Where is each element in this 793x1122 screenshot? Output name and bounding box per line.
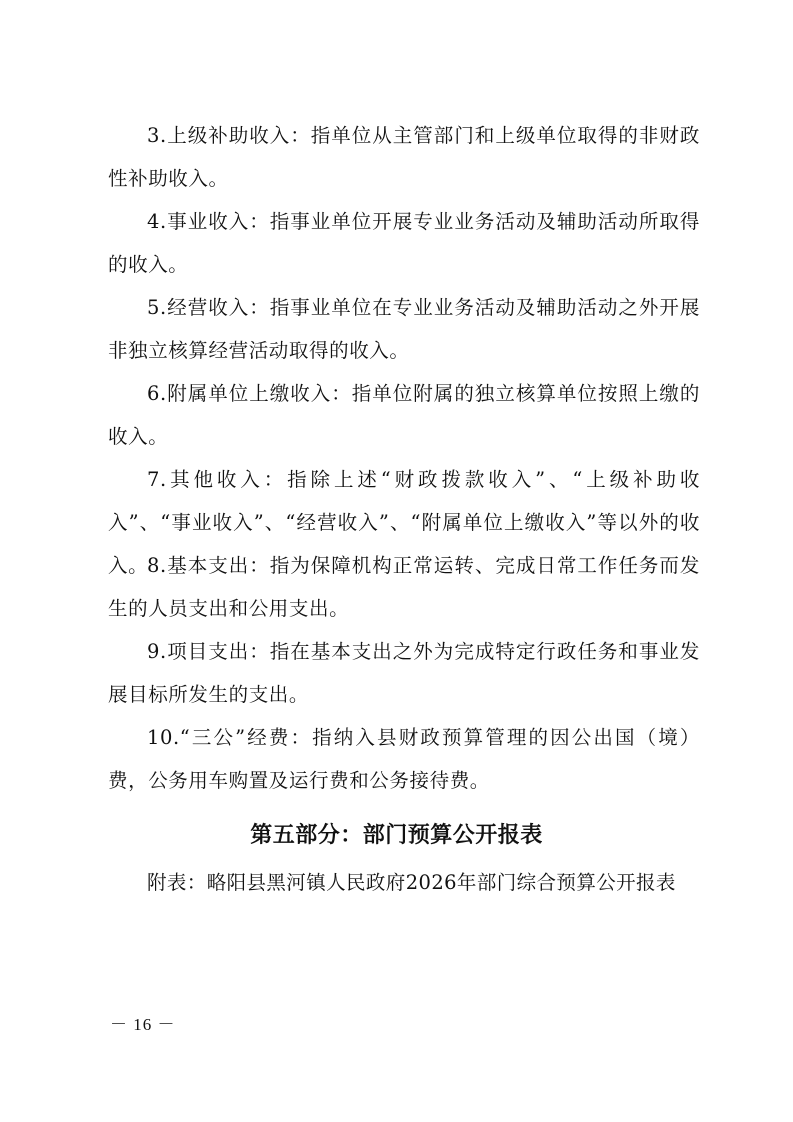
paragraph-operating-income: 5.经营收入：指事业单位在专业业务活动及辅助活动之外开展非独立核算经营活动取得的收入。 bbox=[108, 296, 700, 362]
page-number: － 16 － bbox=[110, 1015, 176, 1034]
paragraph-basic-expenditure: 8.基本支出：指为保障机构正常运转、完成日常工作任务而发生的人员支出和公用支出。 bbox=[108, 554, 700, 620]
appendix-line: 附表：略阳县黑河镇人民政府2026年部门综合预算公开报表 bbox=[147, 871, 676, 894]
paragraph-other-income: 7.其他收入：指除上述“财政拨款收入”、“上级补助收入”、“事业收入”、“经营收入”、“附属单位上缴收入”等以外的收入。 bbox=[108, 468, 700, 577]
paragraph-superior-subsidy-income: 3.上级补助收入：指单位从主管部门和上级单位取得的非财政性补助收入。 bbox=[108, 124, 700, 190]
paragraph-business-income: 4.事业收入：指事业单位开展专业业务活动及辅助活动所取得的收入。 bbox=[108, 210, 700, 276]
paragraph-three-public-expenses: 10.“三公”经费：指纳入县财政预算管理的因公出国（境）费，公务用车购置及运行费和公务接待费。 bbox=[108, 726, 700, 792]
paragraph-project-expenditure: 9.项目支出：指在基本支出之外为完成特定行政任务和事业发展目标所发生的支出。 bbox=[108, 640, 700, 706]
section-heading: 第五部分：部门预算公开报表 bbox=[250, 822, 543, 848]
paragraph-affiliated-unit-income: 6.附属单位上缴收入：指单位附属的独立核算单位按照上缴的收入。 bbox=[108, 382, 700, 448]
